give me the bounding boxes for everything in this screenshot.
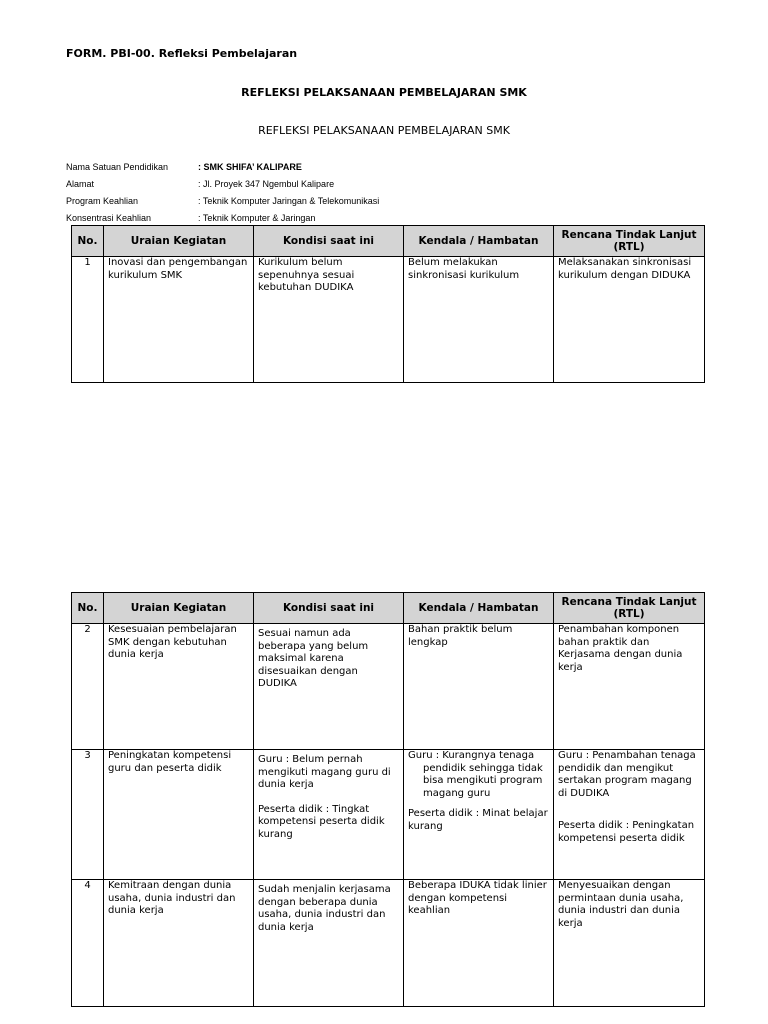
kondisi-text: Kurikulum belum sepenuhnya sesuai kebutuhan DUDIKA: [258, 257, 355, 293]
info-label: Alamat: [66, 179, 95, 189]
info-label: Konsentrasi Keahlian: [66, 213, 152, 223]
kondisi-text-guru: Guru : Belum pernah mengikuti magang guru di dunia kerja: [258, 754, 391, 790]
info-value: : SMK SHIFA’ KALIPARE: [198, 162, 302, 172]
info-value: : Teknik Komputer Jaringan & Telekomunikasi: [198, 196, 380, 206]
reflection-table-2: [71, 592, 705, 1007]
table-row: [72, 257, 705, 383]
header-uraian: Uraian Kegiatan: [104, 226, 254, 257]
uraian-cell: Kesesuaian pembelajaran SMK dengan kebutuhan dunia kerja: [104, 624, 254, 750]
row-number: 4: [72, 880, 104, 1007]
rtl-text-peserta: Peserta didik : Peningkatan kompetensi peserta didik: [558, 820, 695, 844]
kondisi-cell: [254, 750, 404, 880]
rtl-text: Melaksanakan sinkronisasi kurikulum dengan DIDUKA: [558, 257, 692, 281]
header-uraian: Uraian Kegiatan: [104, 593, 254, 624]
info-value: : Jl. Proyek 347 Ngembul Kalipare: [198, 179, 335, 189]
rtl-cell: [554, 880, 705, 1007]
table-header-row: [72, 226, 705, 257]
table-header-row: [72, 593, 705, 624]
header-kendala: Kendala / Hambatan: [404, 593, 554, 624]
rtl-text: Menyesuaikan dengan permintaan dunia usaha, dunia industri dan dunia kerja: [558, 880, 684, 929]
header-kondisi: Kondisi saat ini: [254, 593, 404, 624]
header-rtl: Rencana Tindak Lanjut (RTL): [554, 226, 705, 257]
table-row: [72, 624, 705, 750]
table-row: [72, 750, 705, 880]
uraian-cell: Inovasi dan pengembangan kurikulum SMK: [104, 257, 254, 383]
kondisi-cell: [254, 257, 404, 383]
kondisi-text: Sesuai namun ada beberapa yang belum maksimal karena disesuaikan dengan DUDIKA: [258, 628, 369, 689]
document-subtitle: REFLEKSI PELAKSANAAN PEMBELAJARAN SMK: [258, 124, 510, 137]
rtl-text: Penambahan komponen bahan praktik dan Kerjasama dengan dunia kerja: [558, 624, 683, 673]
kondisi-text-peserta: Peserta didik : Tingkat kompetensi peserta didik kurang: [258, 803, 385, 840]
info-value: : Teknik Komputer & Jaringan: [198, 213, 316, 223]
header-no: No.: [72, 593, 104, 624]
kendala-cell: [404, 624, 554, 750]
kendala-cell: [404, 750, 554, 880]
row-number: 3: [72, 750, 104, 880]
kendala-cell: [404, 257, 554, 383]
reflection-table-1: [71, 225, 705, 383]
uraian-cell: Kemitraan dengan dunia usaha, dunia industri dan dunia kerja: [104, 880, 254, 1007]
header-rtl: Rencana Tindak Lanjut (RTL): [554, 593, 705, 624]
table-row: [72, 880, 705, 1007]
kendala-text-guru: Guru : Kurangnya tenaga pendidik sehingga tidak bisa mengikuti program magang guru: [408, 750, 543, 799]
header-no: No.: [72, 226, 104, 257]
kendala-text: Bahan praktik belum lengkap: [408, 624, 513, 648]
kendala-cell: [404, 880, 554, 1007]
rtl-cell: [554, 750, 705, 880]
header-kondisi: Kondisi saat ini: [254, 226, 404, 257]
kondisi-cell: [254, 624, 404, 750]
row-number: 2: [72, 624, 104, 750]
rtl-cell: [554, 257, 705, 383]
kendala-text-peserta: Peserta didik : Minat belajar kurang: [408, 808, 548, 832]
header-kendala: Kendala / Hambatan: [404, 226, 554, 257]
kondisi-text: Sudah menjalin kerjasama dengan beberapa dunia usaha, dunia industri dan dunia kerja: [258, 884, 391, 933]
rtl-cell: [554, 624, 705, 750]
info-label: Program Keahlian: [66, 196, 139, 206]
row-number: 1: [72, 257, 104, 383]
rtl-text-guru: Guru : Penambahan tenaga pendidik dan mengikut sertakan program magang di DUDIKA: [558, 750, 696, 799]
kendala-text: Belum melakukan sinkronisasi kurikulum: [408, 257, 520, 281]
info-label: Nama Satuan Pendidikan: [66, 162, 169, 172]
uraian-cell: Peningkatan kompetensi guru dan peserta didik: [104, 750, 254, 880]
form-code: FORM. PBI-00. Refleksi Pembelajaran: [66, 47, 298, 60]
kendala-text: Beberapa IDUKA tidak linier dengan kompetensi keahlian: [408, 880, 547, 916]
document-title: REFLEKSI PELAKSANAAN PEMBELAJARAN SMK: [241, 86, 527, 99]
kondisi-cell: [254, 880, 404, 1007]
